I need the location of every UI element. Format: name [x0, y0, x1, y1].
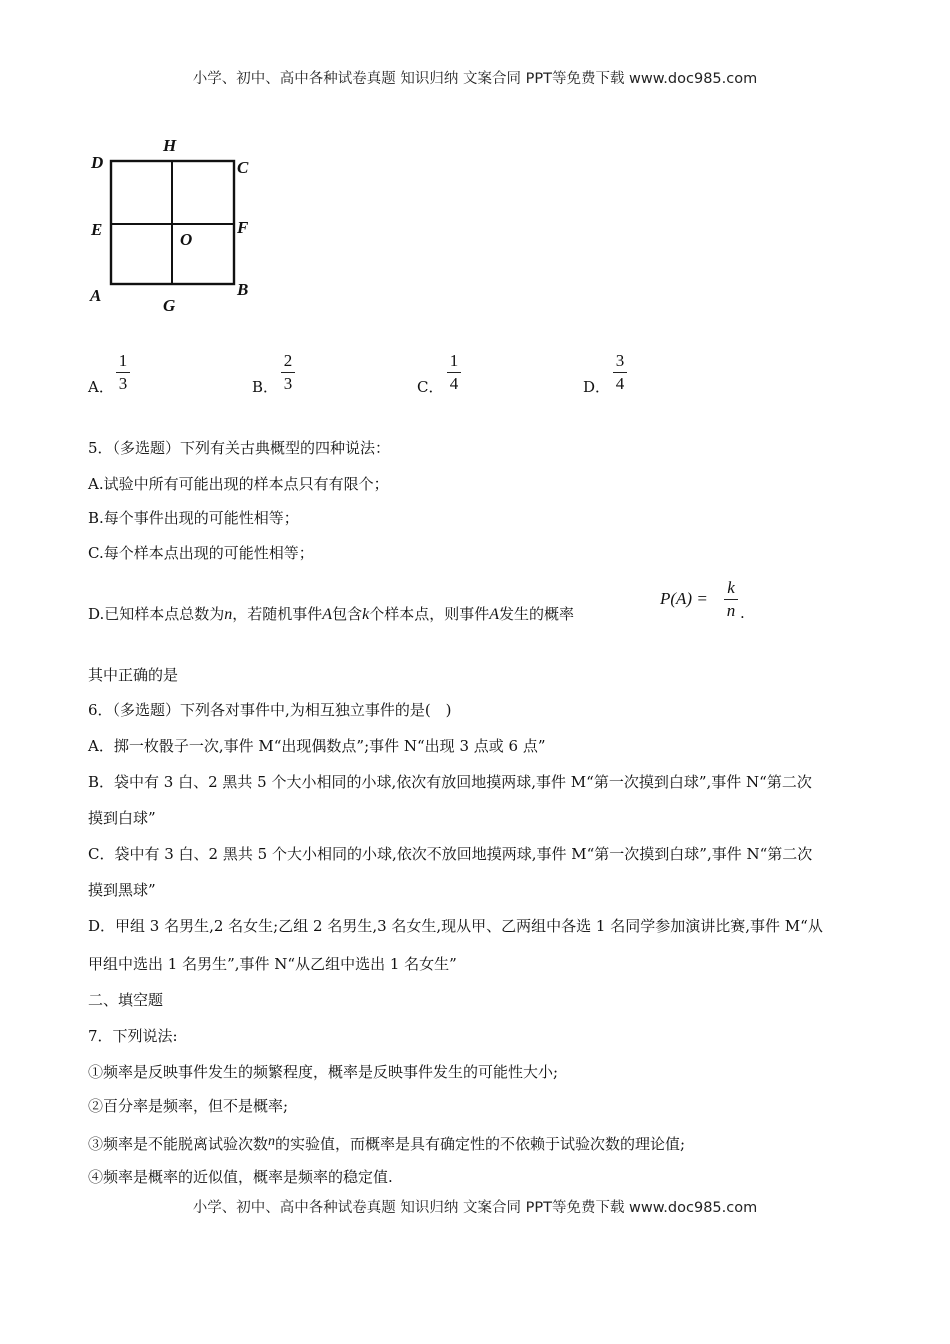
q5-d-text-2: ，若随机事件 [232, 605, 323, 623]
q5-d-var-n: n [224, 606, 233, 623]
q5-tail: 其中正确的是 [88, 666, 179, 684]
q5-stem: 5．（多选题）下列有关古典概型的四种说法： [88, 439, 391, 457]
label-D: D [91, 153, 104, 172]
section-fill-in-title: 二、填空题 [88, 991, 164, 1009]
q6-option-a: A．掷一枚骰子一次,事件 M“出现偶数点”;事件 N“出现 3 点或 6 点” [88, 737, 546, 755]
q6-option-d-line2: 甲组中选出 1 名男生”,事件 N“从乙组中选出 1 名女生” [88, 955, 457, 973]
option-b-label: B． [252, 378, 279, 396]
q5-d-var-a2: A [489, 606, 499, 623]
option-c-fraction [447, 352, 461, 393]
label-O: O [180, 230, 193, 249]
q5-formula-numerator: k [727, 578, 735, 597]
q5-formula-lhs: P(A) = [660, 589, 708, 608]
label-C: C [237, 158, 249, 177]
q5-formula-denominator: n [726, 601, 736, 620]
q6-stem: 6．（多选题）下列各对事件中,为相互独立事件的是( ) [88, 701, 452, 719]
q5-d-var-k: k [362, 606, 370, 623]
q6-option-c-line2: 摸到黑球” [88, 881, 156, 899]
option-c-numerator: 1 [449, 351, 459, 370]
option-c [417, 376, 443, 397]
q5-option-d [88, 604, 574, 625]
label-F: F [237, 218, 249, 237]
label-G: G [163, 296, 176, 315]
option-d [583, 376, 610, 397]
label-E: E [91, 220, 103, 239]
q5-option-c: C.每个样本点出现的可能性相等； [88, 544, 314, 562]
q7-item-3-var-n: n [268, 1134, 276, 1149]
option-a-denominator: 3 [118, 374, 128, 393]
option-d-numerator: 3 [615, 351, 625, 370]
q5-option-a: A.试验中所有可能出现的样本点只有有限个； [88, 475, 389, 493]
option-b-fraction [281, 352, 295, 393]
option-d-label: D． [583, 378, 611, 396]
label-H: H [163, 136, 177, 155]
q7-item-3-text-2: 的实验值，而概率是具有确定性的不依赖于试验次数的理论值; [275, 1135, 686, 1153]
q7-item-2: ②百分率是频率，但不是概率; [88, 1097, 289, 1115]
option-b-numerator: 2 [283, 351, 293, 370]
q5-d-text-5: 发生的概率 [498, 605, 574, 623]
option-d-denominator: 4 [615, 374, 625, 393]
q6-option-c-line1: C．袋中有 3 白、2 黑共 5 个大小相同的小球,依次不放回地摸两球,事件 M“第一次摸到白球”,事件 N“第二次 [88, 845, 813, 863]
q7-item-3 [88, 1132, 685, 1154]
q6-option-b-line1: B．袋中有 3 白、2 黑共 5 个大小相同的小球,依次有放回地摸两球,事件 M“第一次摸到白球”,事件 N“第二次 [88, 773, 812, 791]
page-header: 小学、初中、高中各种试卷真题 知识归纳 文案合同 PPT等免费下载 www.doc985.com [192, 71, 758, 87]
q7-item-1: ①频率是反映事件发生的频繁程度，概率是反映事件发生的可能性大小; [88, 1063, 559, 1081]
option-d-fraction [613, 352, 627, 393]
option-a-numerator: 1 [118, 351, 128, 370]
q5-formula-period: . [740, 604, 745, 622]
option-b [252, 376, 278, 397]
q7-item-4: ④频率是概率的近似值，概率是频率的稳定值. [88, 1168, 393, 1186]
q5-d-text-1: D.已知样本点总数为 [88, 605, 225, 623]
option-a-label: A． [88, 378, 114, 396]
q7-stem: 7．下列说法: [88, 1027, 178, 1045]
option-a-fraction [116, 352, 130, 393]
option-b-denominator: 3 [283, 374, 293, 393]
q5-option-b: B.每个事件出现的可能性相等； [88, 509, 299, 527]
q5-d-text-4: 个样本点，则事件 [369, 605, 490, 623]
label-A: A [90, 286, 102, 305]
q5-d-var-a: A [322, 606, 333, 623]
option-c-denominator: 4 [449, 374, 459, 393]
option-a [88, 376, 114, 397]
q5-formula-fraction [724, 579, 738, 620]
q6-option-b-line2: 摸到白球” [88, 809, 156, 827]
page-footer: 小学、初中、高中各种试卷真题 知识归纳 文案合同 PPT等免费下载 www.doc985.com [192, 1200, 758, 1216]
q6-option-d-line1: D．甲组 3 名男生,2 名女生;乙组 2 名男生,3 名女生,现从甲、乙两组中各选 1 名同学参加演讲比赛,事件 M“从 [88, 917, 823, 935]
q5-d-text-3: 包含 [332, 605, 363, 623]
option-c-label: C． [417, 378, 444, 396]
q7-item-3-text-1: ③频率是不能脱离试验次数 [88, 1135, 269, 1153]
label-B: B [237, 280, 249, 299]
